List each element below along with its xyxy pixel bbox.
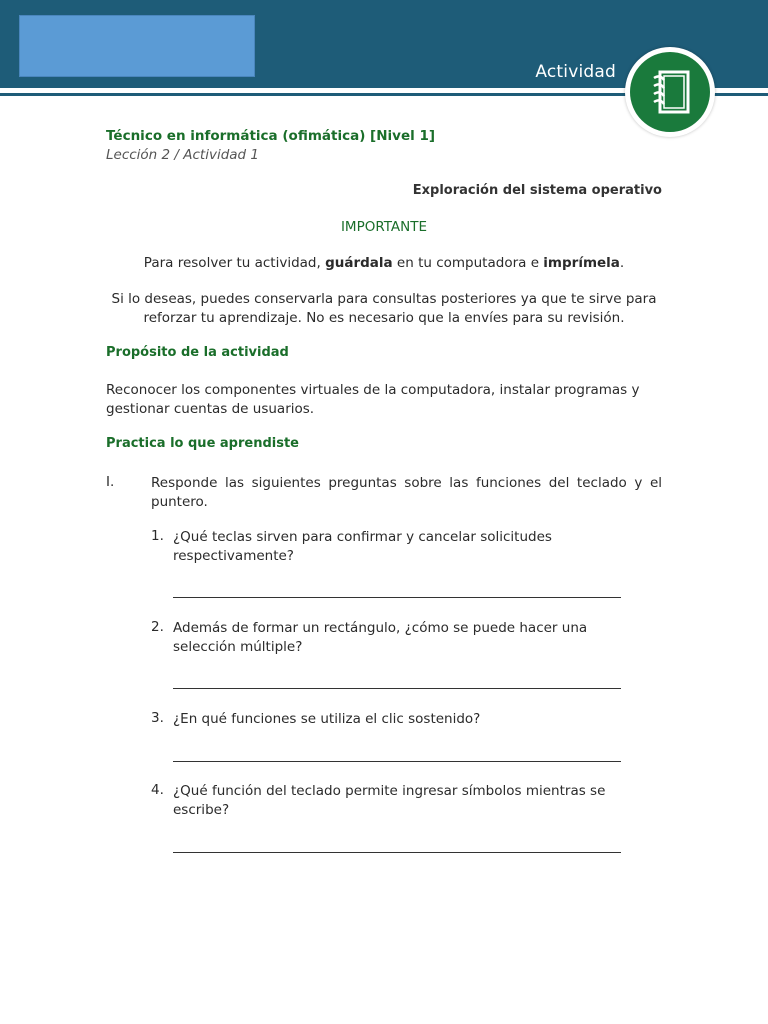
course-title: Técnico en informática (ofimática) [Nivel 1] [106, 128, 436, 144]
answer-line[interactable] [173, 688, 621, 689]
logo-placeholder [19, 15, 255, 77]
purpose-text: Reconocer los componentes virtuales de la computadora, instalar programas y gestionar cuentas de usuarios. [106, 382, 640, 417]
question-text: ¿Qué función del teclado permite ingresar símbolos mientras se escribe? [173, 783, 606, 818]
question-text: ¿En qué funciones se utiliza el clic sostenido? [173, 711, 481, 727]
instruction-bold-print: imprímela [543, 255, 620, 271]
note-paragraph: Si lo deseas, puedes conservarla para consultas posteriores ya que te sirve para reforzar tu aprendizaje. No es necesario que la envíes para su revisión. [111, 291, 657, 326]
question-number: 4. [151, 782, 164, 798]
badge-circle [630, 52, 710, 132]
lesson-subtitle: Lección 2 / Actividad 1 [106, 147, 259, 163]
notebook-icon [648, 66, 692, 118]
purpose-heading: Propósito de la actividad [106, 345, 289, 360]
header-title: Actividad [535, 62, 616, 82]
instruction-pre: Para resolver tu actividad, [143, 255, 326, 271]
answer-line[interactable] [173, 852, 621, 853]
question-number: 2. [151, 619, 164, 635]
activity-badge [625, 47, 715, 137]
instruction-paragraph [106, 254, 662, 273]
instruction-post: . [619, 255, 625, 271]
instruction-mid: en tu computadora e [392, 255, 544, 271]
question-number: 1. [151, 528, 164, 544]
section-number: I. [106, 474, 115, 490]
answer-line[interactable] [173, 597, 621, 598]
important-label: IMPORTANTE [340, 219, 428, 235]
answer-line[interactable] [173, 761, 621, 762]
section-text: Responde las siguientes preguntas sobre las funciones del teclado y el puntero. [151, 475, 662, 510]
question-text: Además de formar un rectángulo, ¿cómo se puede hacer una selección múltiple? [173, 620, 588, 655]
instruction-bold-save: guárdala [325, 255, 393, 271]
question-text: ¿Qué teclas sirven para confirmar y cancelar solicitudes respectivamente? [173, 529, 552, 564]
topic-title: Exploración del sistema operativo [412, 183, 662, 198]
practice-heading: Practica lo que aprendiste [106, 436, 300, 451]
question-number: 3. [151, 710, 164, 726]
